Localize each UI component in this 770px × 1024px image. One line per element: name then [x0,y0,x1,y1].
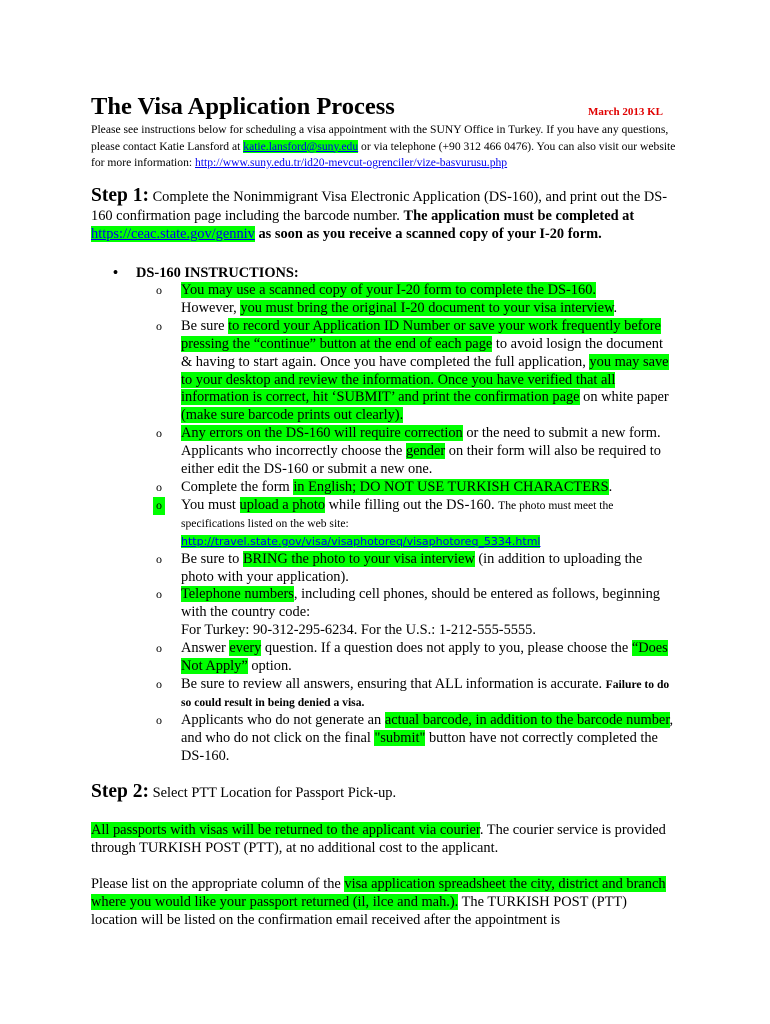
item-text: actual barcode, in addition to the barcode number [384,711,670,728]
item-text: (in addition to uploading the photo with your application). [181,550,643,585]
list-item [155,425,675,479]
contact-email-link[interactable]: katie.lansford@suny.edu [243,139,359,153]
intro-paragraph [91,122,691,172]
ptt-location-paragraph [91,875,671,929]
paragraph-text: . The courier service is provided through TURKISH POST (PTT), at no additional cost to the applicant. [91,822,666,856]
bullet-icon: • [113,265,119,281]
paragraph-text: Please list on the appropriate column of the [91,876,345,892]
paragraph-text: visa application spreadsheet the city, district and branch where you would like your passport returned (il, ilce and mah.). [91,876,666,910]
list-item [155,640,675,676]
item-text: Complete the form [181,478,294,495]
item-text: Applicants who do not generate an [181,711,385,728]
circle-bullet-icon: o [156,479,162,494]
circle-bullet-icon: o [156,587,162,602]
step-2-text: Select PTT Location for Passport Pick-up. [148,785,397,801]
circle-bullet-icon: o [156,318,162,333]
item-text: to record your Application ID Number or save your work frequently before pressing the “continue” button at the end of each page [181,317,661,352]
item-text: You may use a scanned copy of your I-20 form to complete the DS-160. [181,282,596,298]
item-text: For Turkey: 90-312-295-6234. For the U.S.: 1-212-555-5555. [181,622,536,639]
item-text: you must bring the original I-20 document to your visa interview [240,299,614,316]
circle-bullet-icon: o [156,551,162,566]
item-text: Be sure to [181,550,243,567]
courier-paragraph [91,821,671,857]
item-text: in English; DO NOT USE TURKISH CHARACTERS [293,478,609,495]
intro-text-2: or via telephone (+90 312 466 0476). You can also visit our website for more information: [91,139,676,169]
ceac-link[interactable]: https://ceac.state.gov/genniv [91,226,255,242]
item-text: , and who do not click on the final [181,711,674,746]
photo-requirements-link[interactable]: http://travel.state.gov/visa/visaphotoreq/visaphotoreq_5334.html [181,534,541,548]
item-text: The photo must meet the specifications listed on the web site: [181,498,614,530]
website-link[interactable]: http://www.suny.edu.tr/id20-mevcut-ogrenciler/vize-basvurusu.php [195,156,508,169]
item-text: option. [247,658,292,675]
item-text: You must [181,496,240,513]
ds160-instruction-list [155,282,675,765]
step-1-bold-2: as soon as you receive a scanned copy of your I-20 form. [254,226,602,242]
item-text: (make sure barcode prints out clearly). [181,407,404,424]
paragraph-text: All passports with visas will be returned to the applicant via courier [91,822,480,838]
item-text: Telephone numbers [181,586,294,603]
item-text: every [229,640,262,657]
list-item [155,479,675,497]
paragraph-text: The TURKISH POST (PTT) location will be listed on the confirmation email received after the appointment is [91,894,627,928]
circle-bullet-icon: o [156,712,162,727]
step-1-text: Complete the Nonimmigrant Visa Electronic Application (DS-160), and print out the DS-160 confirmation page including the barcode number. [91,189,668,224]
ds160-title: DS-160 INSTRUCTIONS: [136,265,299,281]
list-item [155,551,675,587]
intro-text-1: Please see instructions below for scheduling a visa appointment with the SUNY Office in Turkey. If you have any questions, please contact Katie Lansford at [91,123,669,153]
step-2-heading-line [91,782,396,803]
step-1-heading: Step 1: [91,185,149,206]
circle-bullet-icon: o [156,676,162,691]
item-text: However, [181,299,241,316]
item-text: or the need to submit a new form. Applicants who incorrectly choose the [181,425,661,460]
item-text: Answer [181,640,230,657]
step-2-heading: Step 2: [91,781,149,802]
item-text: “Does Not Apply” [181,640,668,675]
list-item [155,586,675,640]
item-text: . [613,299,618,316]
circle-bullet-icon: o [156,641,162,656]
item-text: to avoid losign the document & having to start again. Once you have completed the full application, [181,335,663,370]
circle-bullet-icon: o [156,283,162,297]
item-text: on their form will also be required to either edit the DS-160 or submit a new one. [181,443,661,478]
item-text: while filling out the DS-160. [325,496,499,513]
item-text: button have not correctly completed the DS-160. [181,729,658,764]
circle-bullet-icon: o [156,426,162,441]
item-text: Failure to do so could result in being denied a visa. [181,677,670,709]
item-text: Be sure [181,317,229,334]
page-title: The Visa Application Process [91,93,395,120]
circle-bullet-icon: o [153,497,165,515]
item-text: you may save to your desktop and review the information. Once you have verified that all information is correct, hit ‘SUBMIT’ and print the confirmation page [181,353,669,406]
item-text: on white paper [579,389,669,406]
list-item [155,282,675,318]
item-text: gender [406,443,446,460]
title-row [91,93,691,121]
list-item [155,318,675,425]
list-item [155,676,675,712]
list-item [155,712,675,766]
item-text: upload a photo [239,496,326,513]
list-item [155,497,675,551]
item-text: question. If a question does not apply to you, please choose the [261,640,632,657]
item-text: Any errors on the DS-160 will require correction [181,425,463,442]
item-text: BRING the photo to your visa interview [242,550,475,567]
ds160-instructions-heading [113,264,299,282]
step-1-paragraph [91,187,681,244]
item-text: Be sure to review all answers, ensuring that ALL information is accurate. [181,675,606,692]
item-text: , including cell phones, should be entered as follows, beginning with the country code: [181,586,660,621]
item-text: . [608,478,613,495]
item-text: "submit" [374,729,426,746]
step-1-bold-1: The application must be completed at [403,207,635,224]
document-date: March 2013 KL [588,106,663,118]
